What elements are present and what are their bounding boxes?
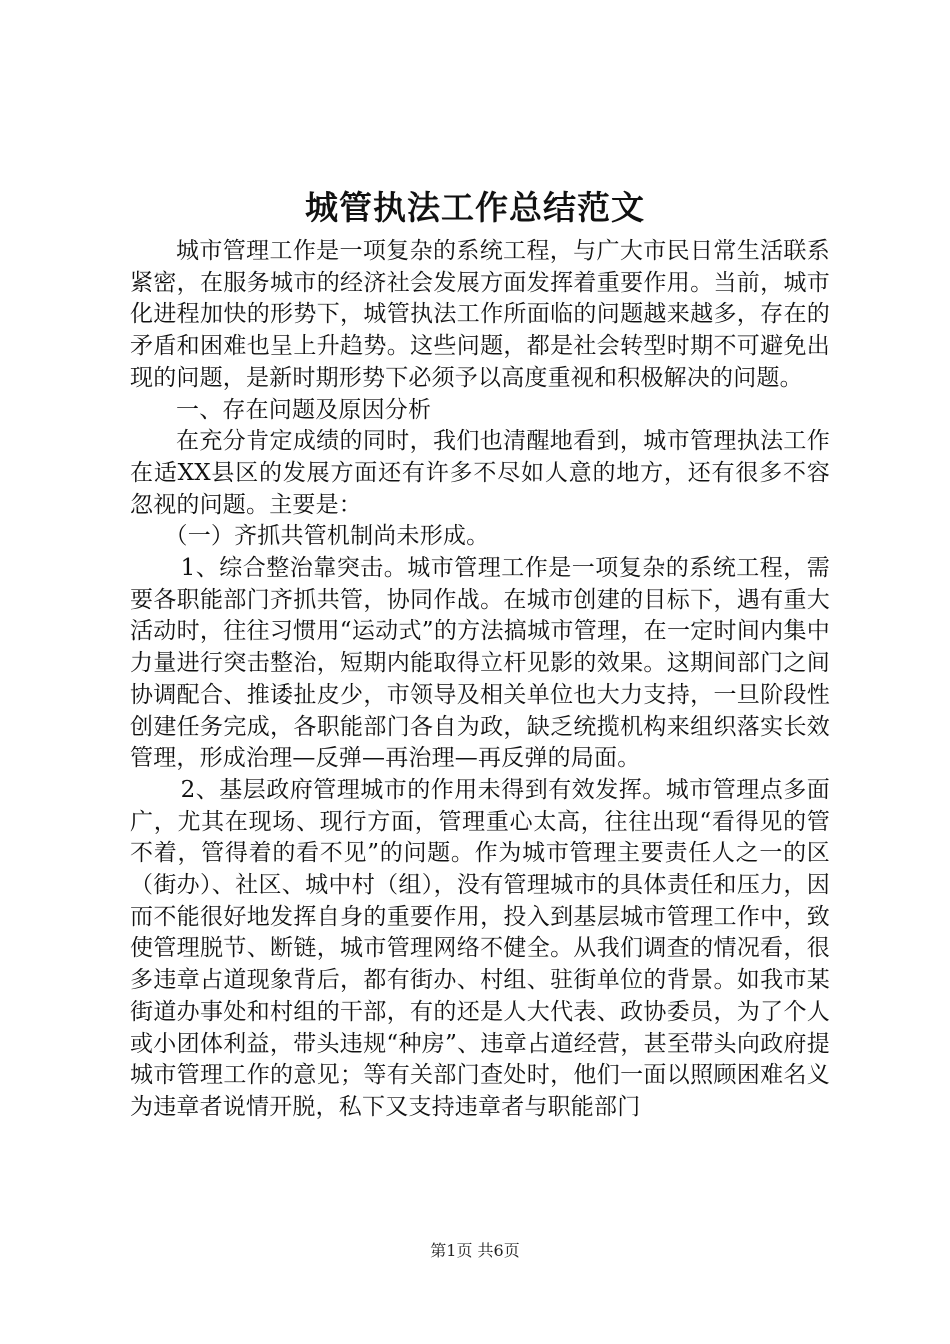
point-2-paragraph: 2、基层政府管理城市的作用未得到有效发挥。城市管理点多面广，尤其在现场、现行方面，管理重心太高，往往出现“看得见的管不着，管得着的看不见”的问题。作为城市管理主要责任人之一的区（街办）、社区、城中村（组），没有管理城市的具体责任和压力，因而不能很好地发挥自身的重要作用，投入到基层城市管理工作中，致使管理脱节、断链，城市管理网络不健全。从我们调查的情况看，很多违章占道现象背后，都有街办、村组、驻街单位的背景。如我市某街道办事处和村组的干部，有的还是人大代表、政协委员，为了个人或小团体利益，带头违规“种房”、违章占道经营，甚至带头向政府提城市管理工作的意见；等有关部门查处时，他们一面以照顾困难名义为违章者说情开脱，私下又支持违章者与职能部门	[130, 776, 830, 1120]
page-number-footer: 第1页 共6页	[430, 1241, 520, 1260]
point-1-paragraph: 1、综合整治靠突击。城市管理工作是一项复杂的系统工程，需要各职能部门齐抓共管，协同作战。在城市创建的目标下，遇有重大活动时，往往习惯用“运动式”的方法搞城市管理，在一定时间内集中力量进行突击整治，短期内能取得立杆见影的效果。这期间部门之间协调配合、推诿扯皮少，市领导及相关单位也大力支持，一旦阶段性创建任务完成，各职能部门各自为政，缺乏统揽机构来组织落实长效管理，形成治理—反弹—再治理—再反弹的局面。	[130, 555, 830, 772]
subsection-heading: （一）齐抓共管机制尚未形成。	[164, 523, 490, 550]
page-title: 城管执法工作总结范文	[305, 188, 645, 227]
analysis-paragraph: 在充分肯定成绩的同时，我们也清醒地看到，城市管理执法工作在适XX县区的发展方面还有许多不尽如人意的地方，还有很多不容忽视的问题。主要是：	[130, 428, 830, 518]
section-heading: 一、存在问题及原因分析	[176, 396, 432, 423]
document-body	[130, 236, 830, 1124]
intro-paragraph: 城市管理工作是一项复杂的系统工程，与广大市民日常生活联系紧密，在服务城市的经济社会发展方面发挥着重要作用。当前，城市化进程加快的形势下，城管执法工作所面临的问题越来越多，存在的矛盾和困难也呈上升趋势。这些问题，都是社会转型时期不可避免出现的问题，是新时期形势下必须予以高度重视和积极解决的问题。	[130, 238, 830, 391]
